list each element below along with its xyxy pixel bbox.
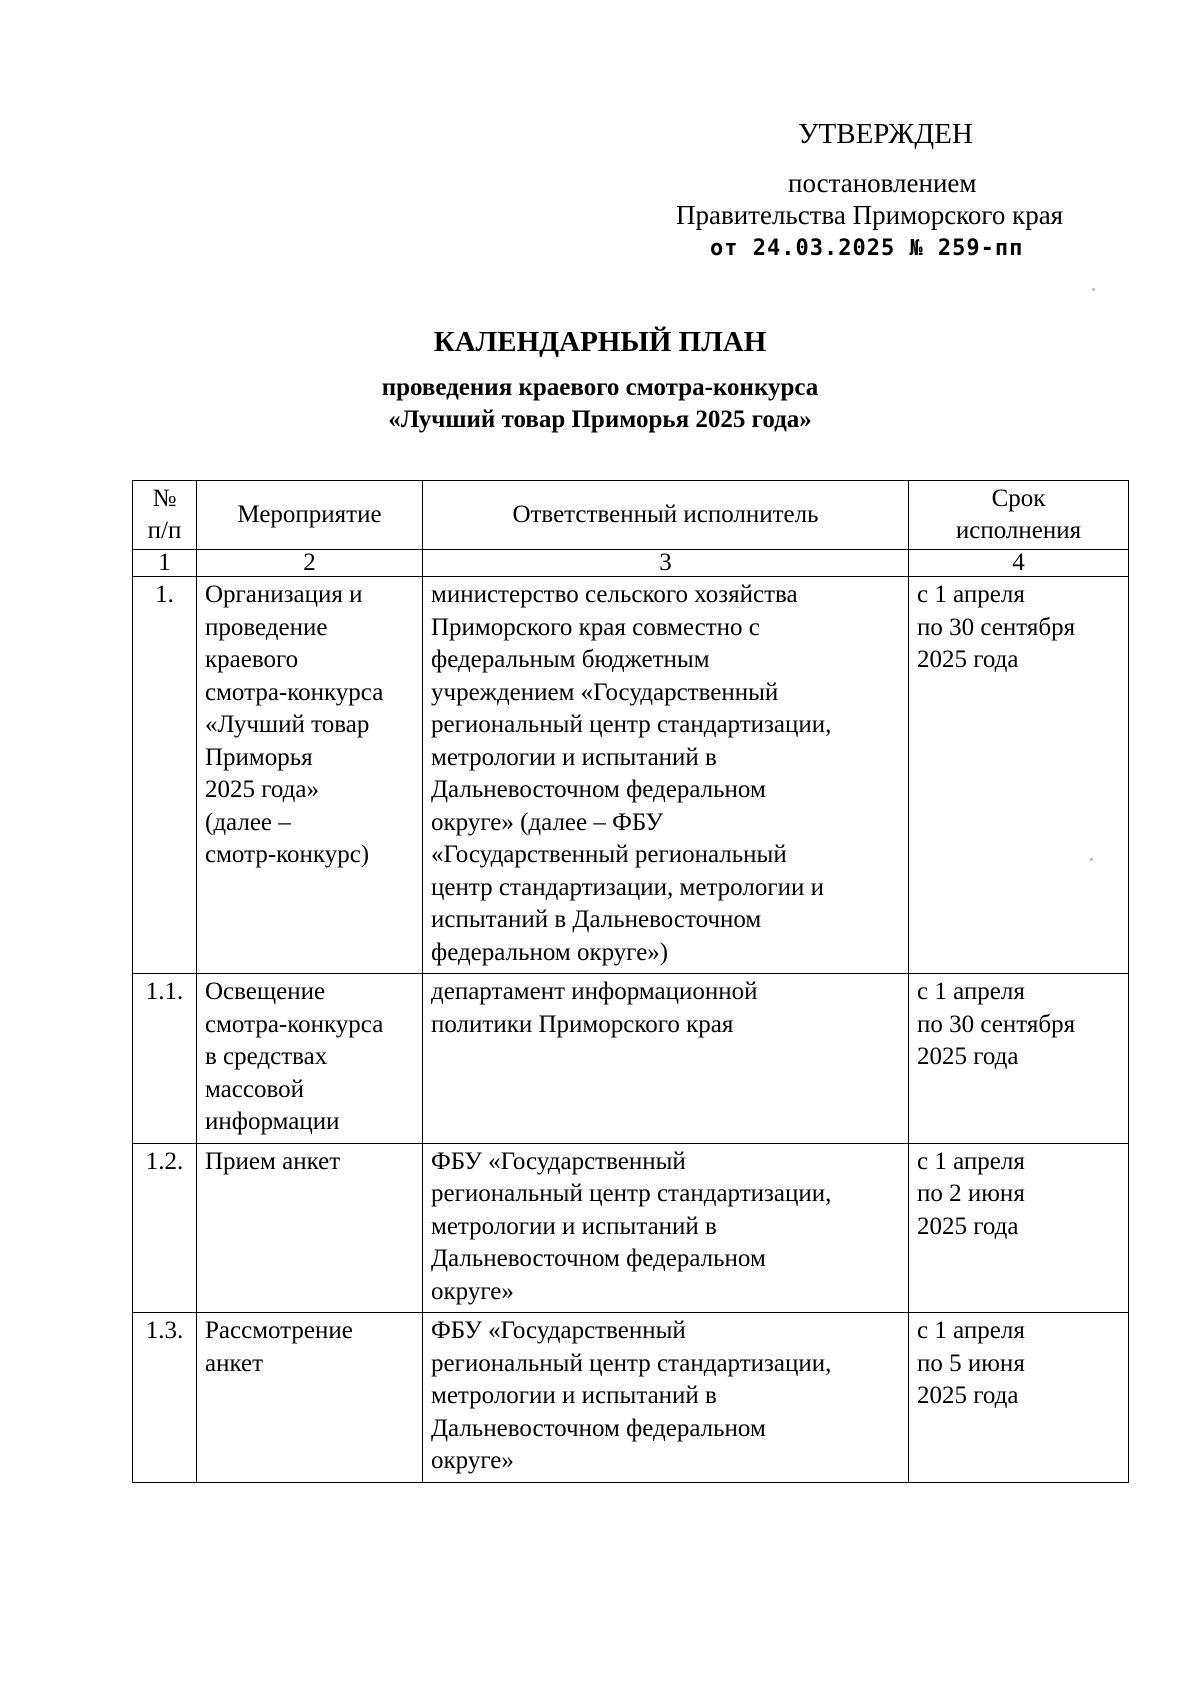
table-header-row — [133, 481, 1129, 550]
header-executor: Ответственный исполнитель — [423, 481, 909, 550]
scan-speck — [1092, 288, 1095, 291]
row-deadline: с 1 апреля по 2 июня 2025 года — [909, 1143, 1129, 1313]
approval-title: УТВЕРЖДЕН — [798, 118, 973, 150]
column-number: 1 — [133, 550, 197, 577]
header-event: Мероприятие — [197, 481, 423, 550]
row-deadline: с 1 апреля по 30 сентября 2025 года — [909, 577, 1129, 974]
row-executor: ФБУ «Государственный региональный центр стандартизации, метрологии и испытаний в Дальневосточном федеральном округе» — [423, 1313, 909, 1483]
column-number-row — [133, 550, 1129, 577]
approval-resolution-label: постановлением — [788, 168, 977, 198]
scan-speck — [1090, 858, 1093, 861]
row-number: 1. — [133, 577, 197, 974]
row-executor: ФБУ «Государственный региональный центр стандартизации, метрологии и испытаний в Дальневосточном федеральном округе» — [423, 1143, 909, 1313]
table-row — [133, 974, 1129, 1144]
table-row — [133, 577, 1129, 974]
document-title: КАЛЕНДАРНЫЙ ПЛАН — [433, 326, 767, 358]
row-event: Организация и проведение краевого смотра-конкурса «Лучший товар Приморья 2025 года» (далее – смотр-конкурс) — [197, 577, 423, 974]
row-number: 1.2. — [133, 1143, 197, 1313]
row-deadline: с 1 апреля по 5 июня 2025 года — [909, 1313, 1129, 1483]
header-number: № п/п — [133, 481, 197, 550]
row-executor: министерство сельского хозяйства Приморского края совместно с федеральным бюджетным учреждением «Государственный региональный центр стандартизации, метрологии и испытаний в Дальневосточном федеральном округе» (далее – ФБУ «Государственный региональный центр стандартизации, метрологии и испытаний в Дальневосточном федеральном округе») — [423, 577, 909, 974]
row-number: 1.1. — [133, 974, 197, 1144]
column-number: 3 — [423, 550, 909, 577]
column-number: 2 — [197, 550, 423, 577]
row-event: Рассмотрение анкет — [197, 1313, 423, 1483]
calendar-plan-table — [132, 480, 1129, 1483]
row-event: Освещение смотра-конкурса в средствах массовой информации — [197, 974, 423, 1144]
document-subtitle-line1: проведения краевого смотра-конкурса — [381, 374, 819, 401]
row-number: 1.3. — [133, 1313, 197, 1483]
row-deadline: с 1 апреля по 30 сентября 2025 года — [909, 974, 1129, 1144]
table-row — [133, 1143, 1129, 1313]
document-subtitle-line2: «Лучший товар Приморья 2025 года» — [388, 406, 812, 433]
header-deadline: Срок исполнения — [909, 481, 1129, 550]
row-executor: департамент информационной политики Приморского края — [423, 974, 909, 1144]
row-event: Прием анкет — [197, 1143, 423, 1313]
column-number: 4 — [909, 550, 1129, 577]
table-row — [133, 1313, 1129, 1483]
approval-authority: Правительства Приморского края — [676, 200, 1064, 230]
approval-date-number: от 24.03.2025 № 259-пп — [710, 236, 1024, 261]
